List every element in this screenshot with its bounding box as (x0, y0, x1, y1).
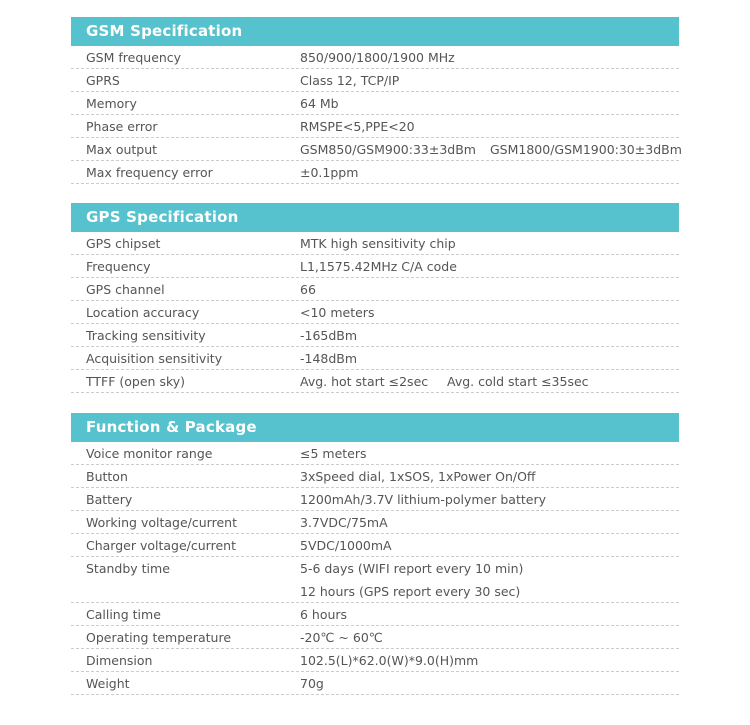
spec-row-max-frequency-error (71, 161, 679, 184)
spec-row-gprs (71, 69, 679, 92)
gsm-specification-section (71, 17, 682, 184)
spec-value-secondary: GSM1800/GSM1900:30±3dBm (490, 142, 682, 157)
spec-label: GSM frequency (86, 50, 182, 65)
spec-label: Location accuracy (86, 305, 200, 320)
gps-section-title: GPS Specification (71, 203, 679, 232)
spec-row-calling-time (71, 603, 679, 626)
spec-row-frequency (71, 255, 679, 278)
spec-label: Button (86, 469, 128, 484)
spec-value: MTK high sensitivity chip (300, 236, 456, 251)
spec-label: Memory (86, 96, 137, 111)
spec-label: Battery (86, 492, 133, 507)
spec-row-memory (71, 92, 679, 115)
spec-value: 66 (300, 282, 316, 297)
spec-row-charger-voltage (71, 534, 679, 557)
spec-label: Tracking sensitivity (86, 328, 206, 343)
spec-row-working-voltage (71, 511, 679, 534)
function-package-section (71, 413, 679, 695)
spec-value: 102.5(L)*62.0(W)*9.0(H)mm (300, 653, 479, 668)
spec-label: Acquisition sensitivity (86, 351, 223, 366)
spec-value: 70g (300, 676, 324, 691)
spec-row-battery (71, 488, 679, 511)
spec-label: Max frequency error (86, 165, 213, 180)
spec-row-standby-time (71, 557, 679, 580)
spec-value: 12 hours (GPS report every 30 sec) (300, 584, 521, 599)
spec-value: 850/900/1800/1900 MHz (300, 50, 455, 65)
spec-value: 3.7VDC/75mA (300, 515, 388, 530)
spec-row-weight (71, 672, 679, 695)
spec-value: Avg. hot start ≤2sec (300, 374, 429, 389)
spec-label: Frequency (86, 259, 151, 274)
spec-label: Weight (86, 676, 130, 691)
spec-row-standby-time-cont (71, 580, 679, 603)
spec-label: Calling time (86, 607, 161, 622)
spec-label: Max output (86, 142, 158, 157)
spec-row-gsm-frequency (71, 46, 679, 69)
gps-specification-section (71, 203, 679, 393)
spec-value: 6 hours (300, 607, 348, 622)
spec-row-voice-monitor-range (71, 442, 679, 465)
spec-value: 5VDC/1000mA (300, 538, 392, 553)
spec-row-button (71, 465, 679, 488)
spec-value: GSM850/GSM900:33±3dBm (300, 142, 476, 157)
gsm-section-title: GSM Specification (71, 17, 679, 46)
spec-value: 3xSpeed dial, 1xSOS, 1xPower On/Off (300, 469, 536, 484)
spec-value: -148dBm (300, 351, 358, 366)
spec-value: <10 meters (300, 305, 375, 320)
spec-label: Working voltage/current (86, 515, 237, 530)
spec-value: ≤5 meters (300, 446, 367, 461)
spec-label: Dimension (86, 653, 153, 668)
spec-row-gps-channel (71, 278, 679, 301)
spec-label: Operating temperature (86, 630, 232, 645)
spec-row-ttff (71, 370, 679, 393)
spec-label: GPRS (86, 73, 120, 88)
spec-value: -20℃ ~ 60℃ (300, 630, 383, 645)
spec-value: RMSPE<5,PPE<20 (300, 119, 415, 134)
spec-row-acquisition-sensitivity (71, 347, 679, 370)
spec-label: Charger voltage/current (86, 538, 236, 553)
spec-row-max-output (71, 138, 682, 161)
spec-value: Class 12, TCP/IP (300, 73, 400, 88)
spec-label: GPS channel (86, 282, 165, 297)
spec-row-gps-chipset (71, 232, 679, 255)
spec-value: 1200mAh/3.7V lithium-polymer battery (300, 492, 546, 507)
function-section-title: Function & Package (71, 413, 679, 442)
spec-label: GPS chipset (86, 236, 161, 251)
spec-value: ±0.1ppm (300, 165, 359, 180)
spec-value: L1,1575.42MHz C/A code (300, 259, 457, 274)
spec-row-phase-error (71, 115, 679, 138)
spec-label: Voice monitor range (86, 446, 213, 461)
spec-label: Phase error (86, 119, 158, 134)
spec-label: TTFF (open sky) (86, 374, 186, 389)
spec-row-tracking-sensitivity (71, 324, 679, 347)
spec-row-dimension (71, 649, 679, 672)
spec-value: -165dBm (300, 328, 358, 343)
spec-row-operating-temperature (71, 626, 679, 649)
spec-value-secondary: Avg. cold start ≤35sec (447, 374, 589, 389)
spec-value: 5-6 days (WIFI report every 10 min) (300, 561, 524, 576)
spec-value: 64 Mb (300, 96, 339, 111)
spec-row-location-accuracy (71, 301, 679, 324)
spec-label: Standby time (86, 561, 170, 576)
